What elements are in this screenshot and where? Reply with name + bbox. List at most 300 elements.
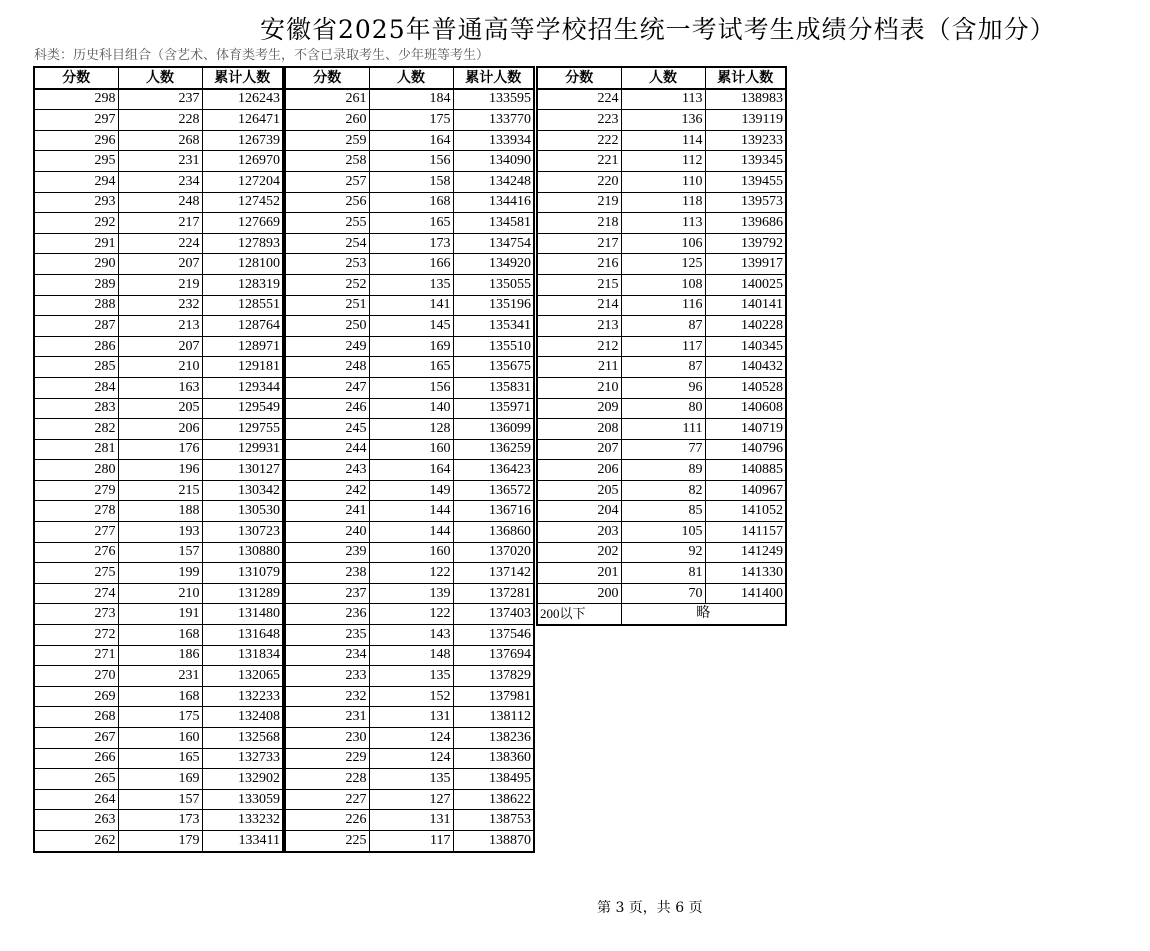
table-row xyxy=(285,604,534,625)
score-cell: 210 xyxy=(537,377,621,398)
score-cell: 237 xyxy=(285,583,369,604)
table-row xyxy=(34,274,283,295)
cumulative-cell: 130530 xyxy=(202,501,283,522)
score-cell: 258 xyxy=(285,151,369,172)
table-row xyxy=(537,213,786,234)
below-200-row xyxy=(537,604,786,625)
table-row xyxy=(34,130,283,151)
count-cell: 81 xyxy=(621,563,705,584)
count-cell: 176 xyxy=(118,439,202,460)
table-row xyxy=(34,357,283,378)
cumulative-cell: 128319 xyxy=(202,274,283,295)
table-row xyxy=(285,542,534,563)
count-cell: 157 xyxy=(118,789,202,810)
score-cell: 289 xyxy=(34,274,118,295)
count-cell: 168 xyxy=(118,686,202,707)
cumulative-cell: 126243 xyxy=(202,89,283,110)
score-cell: 268 xyxy=(34,707,118,728)
count-cell: 164 xyxy=(369,130,453,151)
count-cell: 165 xyxy=(369,357,453,378)
header-score: 分数 xyxy=(285,67,369,89)
header-count: 人数 xyxy=(369,67,453,89)
count-cell: 89 xyxy=(621,460,705,481)
count-cell: 124 xyxy=(369,728,453,749)
cumulative-cell: 137142 xyxy=(453,563,534,584)
score-cell: 244 xyxy=(285,439,369,460)
count-cell: 145 xyxy=(369,316,453,337)
count-cell: 196 xyxy=(118,460,202,481)
count-cell: 166 xyxy=(369,254,453,275)
score-cell: 225 xyxy=(285,830,369,851)
table-row xyxy=(285,233,534,254)
table-row xyxy=(537,233,786,254)
count-cell: 92 xyxy=(621,542,705,563)
table-row xyxy=(34,480,283,501)
score-cell: 281 xyxy=(34,439,118,460)
cumulative-cell: 128551 xyxy=(202,295,283,316)
table-row xyxy=(285,110,534,131)
count-cell: 168 xyxy=(369,192,453,213)
table-row xyxy=(34,439,283,460)
score-cell: 276 xyxy=(34,542,118,563)
cumulative-cell: 133934 xyxy=(453,130,534,151)
score-cell: 245 xyxy=(285,419,369,440)
header-count: 人数 xyxy=(621,67,705,89)
score-cell: 217 xyxy=(537,233,621,254)
score-cell: 264 xyxy=(34,789,118,810)
cumulative-cell: 134754 xyxy=(453,233,534,254)
count-cell: 106 xyxy=(621,233,705,254)
table-row xyxy=(537,110,786,131)
count-cell: 164 xyxy=(369,460,453,481)
count-cell: 165 xyxy=(369,213,453,234)
score-cell: 243 xyxy=(285,460,369,481)
score-cell: 213 xyxy=(537,316,621,337)
score-cell: 239 xyxy=(285,542,369,563)
score-cell: 204 xyxy=(537,501,621,522)
table-row xyxy=(34,830,283,851)
score-cell: 271 xyxy=(34,645,118,666)
cumulative-cell: 141330 xyxy=(705,563,786,584)
score-cell: 236 xyxy=(285,604,369,625)
cumulative-cell: 133232 xyxy=(202,810,283,831)
cumulative-cell: 140141 xyxy=(705,295,786,316)
count-cell: 124 xyxy=(369,748,453,769)
cumulative-cell: 136423 xyxy=(453,460,534,481)
score-cell: 227 xyxy=(285,789,369,810)
cumulative-cell: 140228 xyxy=(705,316,786,337)
score-cell: 216 xyxy=(537,254,621,275)
score-cell: 253 xyxy=(285,254,369,275)
table-row xyxy=(34,666,283,687)
table-row xyxy=(34,686,283,707)
count-cell: 108 xyxy=(621,274,705,295)
table-row xyxy=(285,583,534,604)
score-cell: 201 xyxy=(537,563,621,584)
count-cell: 179 xyxy=(118,830,202,851)
header-score: 分数 xyxy=(537,67,621,89)
count-cell: 135 xyxy=(369,666,453,687)
score-cell: 297 xyxy=(34,110,118,131)
table-row xyxy=(285,666,534,687)
cumulative-cell: 130127 xyxy=(202,460,283,481)
header-cumulative: 累计人数 xyxy=(453,67,534,89)
cumulative-cell: 140528 xyxy=(705,377,786,398)
count-cell: 237 xyxy=(118,89,202,110)
score-cell: 200 xyxy=(537,583,621,604)
cumulative-cell: 139792 xyxy=(705,233,786,254)
count-cell: 96 xyxy=(621,377,705,398)
score-cell: 283 xyxy=(34,398,118,419)
score-cell: 270 xyxy=(34,666,118,687)
table-row xyxy=(34,151,283,172)
count-cell: 135 xyxy=(369,274,453,295)
score-cell: 282 xyxy=(34,419,118,440)
table-row xyxy=(537,583,786,604)
score-cell: 280 xyxy=(34,460,118,481)
score-cell: 203 xyxy=(537,522,621,543)
cumulative-cell: 127893 xyxy=(202,233,283,254)
count-cell: 131 xyxy=(369,810,453,831)
score-cell: 248 xyxy=(285,357,369,378)
table-row xyxy=(34,501,283,522)
count-cell: 112 xyxy=(621,151,705,172)
score-cell: 206 xyxy=(537,460,621,481)
table-row xyxy=(537,171,786,192)
count-cell: 175 xyxy=(369,110,453,131)
count-cell: 160 xyxy=(369,439,453,460)
score-cell: 272 xyxy=(34,625,118,646)
cumulative-cell: 138495 xyxy=(453,769,534,790)
table-row xyxy=(537,357,786,378)
score-cell: 285 xyxy=(34,357,118,378)
count-cell: 169 xyxy=(118,769,202,790)
cumulative-cell: 135675 xyxy=(453,357,534,378)
count-cell: 110 xyxy=(621,171,705,192)
count-cell: 207 xyxy=(118,336,202,357)
table-row xyxy=(285,151,534,172)
count-cell: 87 xyxy=(621,316,705,337)
score-cell: 233 xyxy=(285,666,369,687)
count-cell: 117 xyxy=(621,336,705,357)
table-row xyxy=(34,645,283,666)
cumulative-cell: 141400 xyxy=(705,583,786,604)
score-cell: 296 xyxy=(34,130,118,151)
cumulative-cell: 129181 xyxy=(202,357,283,378)
cumulative-cell: 138870 xyxy=(453,830,534,851)
count-cell: 199 xyxy=(118,563,202,584)
header-cumulative: 累计人数 xyxy=(202,67,283,89)
score-table-column-3 xyxy=(536,66,787,626)
count-cell: 149 xyxy=(369,480,453,501)
table-row xyxy=(285,686,534,707)
score-cell: 241 xyxy=(285,501,369,522)
table-row xyxy=(285,357,534,378)
table-row xyxy=(34,583,283,604)
score-cell: 256 xyxy=(285,192,369,213)
count-cell: 205 xyxy=(118,398,202,419)
table-row xyxy=(34,542,283,563)
score-cell: 265 xyxy=(34,769,118,790)
count-cell: 157 xyxy=(118,542,202,563)
table-row xyxy=(537,501,786,522)
cumulative-cell: 130342 xyxy=(202,480,283,501)
score-cell: 246 xyxy=(285,398,369,419)
score-cell: 292 xyxy=(34,213,118,234)
count-cell: 156 xyxy=(369,151,453,172)
count-cell: 207 xyxy=(118,254,202,275)
cumulative-cell: 130880 xyxy=(202,542,283,563)
score-cell: 231 xyxy=(285,707,369,728)
cumulative-cell: 132902 xyxy=(202,769,283,790)
cumulative-cell: 135341 xyxy=(453,316,534,337)
cumulative-cell: 139686 xyxy=(705,213,786,234)
score-cell: 284 xyxy=(34,377,118,398)
table-row xyxy=(34,748,283,769)
table-row xyxy=(34,233,283,254)
cumulative-cell: 138360 xyxy=(453,748,534,769)
score-cell: 223 xyxy=(537,110,621,131)
count-cell: 82 xyxy=(621,480,705,501)
cumulative-cell: 127669 xyxy=(202,213,283,234)
table-row xyxy=(537,130,786,151)
score-cell: 254 xyxy=(285,233,369,254)
table-row xyxy=(34,563,283,584)
score-cell: 261 xyxy=(285,89,369,110)
count-cell: 136 xyxy=(621,110,705,131)
score-cell: 278 xyxy=(34,501,118,522)
score-cell: 257 xyxy=(285,171,369,192)
count-cell: 191 xyxy=(118,604,202,625)
cumulative-cell: 141157 xyxy=(705,522,786,543)
table-row xyxy=(34,398,283,419)
score-cell: 262 xyxy=(34,830,118,851)
score-cell: 260 xyxy=(285,110,369,131)
cumulative-cell: 129931 xyxy=(202,439,283,460)
score-cell: 249 xyxy=(285,336,369,357)
cumulative-cell: 139233 xyxy=(705,130,786,151)
cumulative-cell: 132065 xyxy=(202,666,283,687)
header-count: 人数 xyxy=(118,67,202,89)
cumulative-cell: 136259 xyxy=(453,439,534,460)
count-cell: 113 xyxy=(621,89,705,110)
count-cell: 122 xyxy=(369,563,453,584)
cumulative-cell: 132233 xyxy=(202,686,283,707)
score-cell: 263 xyxy=(34,810,118,831)
score-cell: 229 xyxy=(285,748,369,769)
table-row xyxy=(285,398,534,419)
score-cell: 209 xyxy=(537,398,621,419)
count-cell: 128 xyxy=(369,419,453,440)
table-row xyxy=(34,728,283,749)
cumulative-cell: 138753 xyxy=(453,810,534,831)
table-row xyxy=(34,419,283,440)
count-cell: 224 xyxy=(118,233,202,254)
score-cell: 269 xyxy=(34,686,118,707)
score-cell: 298 xyxy=(34,89,118,110)
cumulative-cell: 130723 xyxy=(202,522,283,543)
score-cell: 235 xyxy=(285,625,369,646)
cumulative-cell: 140608 xyxy=(705,398,786,419)
table-row xyxy=(34,604,283,625)
cumulative-cell: 140432 xyxy=(705,357,786,378)
count-cell: 87 xyxy=(621,357,705,378)
cumulative-cell: 139455 xyxy=(705,171,786,192)
cumulative-cell: 135971 xyxy=(453,398,534,419)
count-cell: 210 xyxy=(118,357,202,378)
score-table-column-2 xyxy=(284,66,535,853)
table-row xyxy=(285,810,534,831)
cumulative-cell: 133411 xyxy=(202,830,283,851)
count-cell: 173 xyxy=(118,810,202,831)
count-cell: 206 xyxy=(118,419,202,440)
cumulative-cell: 140719 xyxy=(705,419,786,440)
category-subtitle: 科类：历史科目组合（含艺术、体育类考生，不含已录取考生、少年班等考生） xyxy=(34,48,490,63)
table-row xyxy=(285,274,534,295)
table-row xyxy=(285,563,534,584)
cumulative-cell: 137020 xyxy=(453,542,534,563)
count-cell: 116 xyxy=(621,295,705,316)
cumulative-cell: 137981 xyxy=(453,686,534,707)
score-cell: 222 xyxy=(537,130,621,151)
cumulative-cell: 139573 xyxy=(705,192,786,213)
table-row xyxy=(537,254,786,275)
count-cell: 77 xyxy=(621,439,705,460)
table-row xyxy=(285,254,534,275)
table-row xyxy=(34,625,283,646)
table-row xyxy=(34,171,283,192)
cumulative-cell: 139345 xyxy=(705,151,786,172)
score-cell: 242 xyxy=(285,480,369,501)
cumulative-cell: 131079 xyxy=(202,563,283,584)
table-row xyxy=(285,419,534,440)
score-cell: 293 xyxy=(34,192,118,213)
table-row xyxy=(34,254,283,275)
table-row xyxy=(537,439,786,460)
table-row xyxy=(285,501,534,522)
cumulative-cell: 137694 xyxy=(453,645,534,666)
table-row xyxy=(285,439,534,460)
count-cell: 188 xyxy=(118,501,202,522)
cumulative-cell: 136860 xyxy=(453,522,534,543)
table-row xyxy=(537,89,786,110)
count-cell: 160 xyxy=(118,728,202,749)
count-cell: 163 xyxy=(118,377,202,398)
count-cell: 173 xyxy=(369,233,453,254)
cumulative-cell: 138983 xyxy=(705,89,786,110)
below-200-value: 略 xyxy=(621,604,786,625)
table-row xyxy=(285,460,534,481)
count-cell: 217 xyxy=(118,213,202,234)
score-cell: 295 xyxy=(34,151,118,172)
count-cell: 158 xyxy=(369,171,453,192)
score-cell: 247 xyxy=(285,377,369,398)
table-row xyxy=(537,480,786,501)
count-cell: 80 xyxy=(621,398,705,419)
count-cell: 210 xyxy=(118,583,202,604)
table-row xyxy=(285,480,534,501)
table-row xyxy=(34,316,283,337)
cumulative-cell: 132408 xyxy=(202,707,283,728)
cumulative-cell: 129549 xyxy=(202,398,283,419)
score-cell: 207 xyxy=(537,439,621,460)
count-cell: 219 xyxy=(118,274,202,295)
count-cell: 139 xyxy=(369,583,453,604)
table-row xyxy=(285,316,534,337)
cumulative-cell: 134920 xyxy=(453,254,534,275)
cumulative-cell: 132568 xyxy=(202,728,283,749)
cumulative-cell: 131480 xyxy=(202,604,283,625)
count-cell: 169 xyxy=(369,336,453,357)
count-cell: 144 xyxy=(369,522,453,543)
table-row xyxy=(285,295,534,316)
count-cell: 105 xyxy=(621,522,705,543)
table-row xyxy=(34,707,283,728)
table-row xyxy=(285,377,534,398)
score-cell: 219 xyxy=(537,192,621,213)
cumulative-cell: 134416 xyxy=(453,192,534,213)
score-cell: 238 xyxy=(285,563,369,584)
score-cell: 212 xyxy=(537,336,621,357)
score-cell: 291 xyxy=(34,233,118,254)
score-cell: 259 xyxy=(285,130,369,151)
cumulative-cell: 140796 xyxy=(705,439,786,460)
count-cell: 165 xyxy=(118,748,202,769)
table-row xyxy=(285,89,534,110)
cumulative-cell: 134581 xyxy=(453,213,534,234)
count-cell: 131 xyxy=(369,707,453,728)
count-cell: 117 xyxy=(369,830,453,851)
score-cell: 273 xyxy=(34,604,118,625)
count-cell: 184 xyxy=(369,89,453,110)
cumulative-cell: 137281 xyxy=(453,583,534,604)
table-row xyxy=(537,151,786,172)
count-cell: 113 xyxy=(621,213,705,234)
score-cell: 294 xyxy=(34,171,118,192)
score-cell: 267 xyxy=(34,728,118,749)
cumulative-cell: 127204 xyxy=(202,171,283,192)
score-cell: 279 xyxy=(34,480,118,501)
table-row xyxy=(285,522,534,543)
score-cell: 286 xyxy=(34,336,118,357)
table-row xyxy=(285,171,534,192)
count-cell: 215 xyxy=(118,480,202,501)
cumulative-cell: 134090 xyxy=(453,151,534,172)
table-row xyxy=(537,522,786,543)
table-row xyxy=(537,419,786,440)
table-row xyxy=(537,274,786,295)
cumulative-cell: 133059 xyxy=(202,789,283,810)
page-number: 第 3 页，共 6 页 xyxy=(597,900,703,916)
header-score: 分数 xyxy=(34,67,118,89)
cumulative-cell: 136572 xyxy=(453,480,534,501)
score-cell: 224 xyxy=(537,89,621,110)
cumulative-cell: 129755 xyxy=(202,419,283,440)
table-row xyxy=(285,130,534,151)
score-cell: 218 xyxy=(537,213,621,234)
count-cell: 186 xyxy=(118,645,202,666)
count-cell: 248 xyxy=(118,192,202,213)
score-cell: 252 xyxy=(285,274,369,295)
cumulative-cell: 132733 xyxy=(202,748,283,769)
table-row xyxy=(285,645,534,666)
cumulative-cell: 137546 xyxy=(453,625,534,646)
table-row xyxy=(34,213,283,234)
table-row xyxy=(34,377,283,398)
count-cell: 125 xyxy=(621,254,705,275)
count-cell: 141 xyxy=(369,295,453,316)
page-title: 安徽省2025年普通高等学校招生统一考试考生成绩分档表（含加分） xyxy=(260,15,1056,44)
